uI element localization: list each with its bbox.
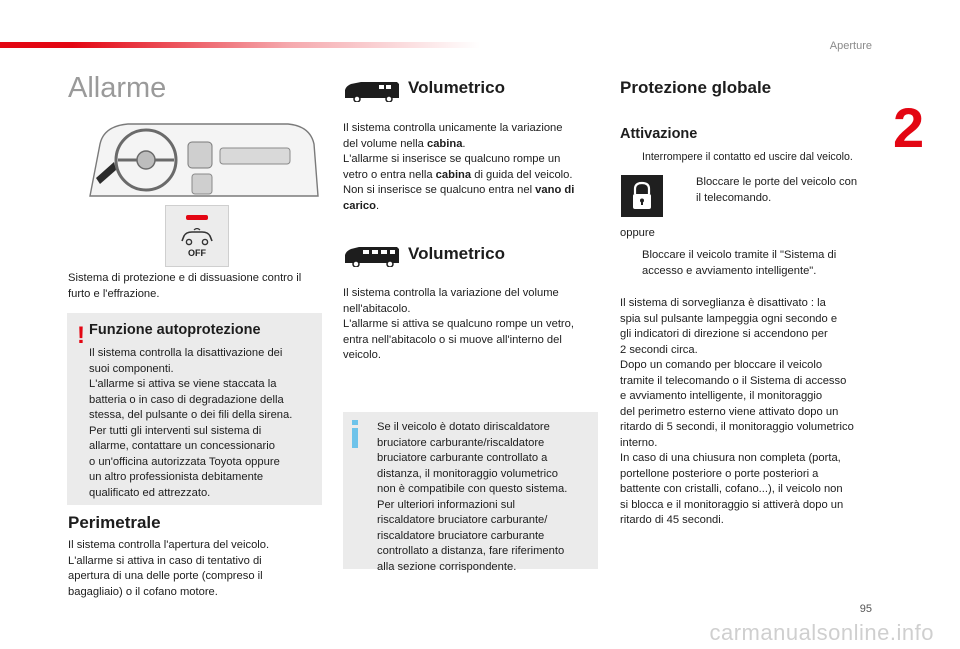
step-1-text: Interrompere il contatto ed uscire dal veicolo. — [642, 151, 853, 163]
step-3-text — [642, 248, 882, 279]
text-line: L'allarme si attiva se qualcuno rompe un vetro, — [343, 318, 574, 330]
text-span: di guida del veicolo. — [471, 168, 573, 181]
volumetrico-heading-1: Volumetrico — [408, 78, 505, 97]
text-line: riscaldatore bruciatore carburante — [377, 529, 545, 542]
attivazione-heading: Attivazione — [620, 126, 698, 142]
warning-text — [89, 346, 292, 501]
text-line: il telecomando. — [696, 191, 772, 204]
page-title: Allarme — [68, 72, 167, 104]
text-line: si blocca e il monitoraggio si attiverà dopo un — [620, 498, 844, 511]
text-line: Sistema di protezione e di dissuasione contro il — [68, 272, 302, 284]
text-line: tramite il telecomando o il Sistema di accesso — [620, 374, 847, 387]
text-line: battente con cristalli, cofano...), il veicolo non — [620, 483, 843, 495]
text-line: Il sistema controlla l'apertura del veicolo. — [68, 539, 270, 551]
watermark: carmanualsonline.info — [709, 620, 934, 645]
text-line — [343, 168, 574, 184]
text-line: e avviamento intelligente, il monitoraggio — [620, 390, 823, 402]
text-line: o un'officina autorizzata Toyota oppure — [89, 455, 280, 468]
bold-word: carico — [343, 199, 376, 212]
text-line: allarme, contattare un concessionario — [89, 440, 275, 452]
text-line: Dopo un comando per bloccare il veicolo — [620, 359, 823, 371]
text-line: apertura di una delle porte (compreso il — [68, 570, 263, 582]
text-line: controllato a distanza, fare riferimento — [377, 545, 565, 557]
text-line: L'allarme si inserisce se qualcuno rompe un — [343, 153, 561, 165]
van-long-icon — [343, 245, 401, 267]
perimetrale-heading: Perimetrale — [68, 513, 161, 532]
text-line: Bloccare il veicolo tramite il "Sistema di — [642, 249, 837, 261]
text-line: interno. — [620, 436, 658, 449]
text-line: 2 secondi circa. — [620, 343, 698, 356]
text-line: Il sistema controlla la variazione del volume — [343, 287, 559, 299]
text-line: distanza, il monitoraggio volumetrico — [377, 467, 558, 480]
text-line: riscaldatore bruciatore carburante/ — [377, 514, 548, 526]
text-line: del perimetro esterno viene attivato dopo un — [620, 405, 839, 418]
step-2-text — [696, 175, 896, 206]
alarm-off-button-icon — [165, 205, 229, 267]
text-span: vetro o entra nella — [343, 168, 436, 181]
text-span: Non si inserisce se qualcuno entra nel — [343, 184, 536, 196]
text-span: . — [375, 199, 380, 212]
text-line — [343, 183, 574, 199]
text-line: furto e l'effrazione. — [68, 287, 160, 300]
bold-word: cabina — [426, 137, 463, 150]
text-line: qualificato ed attrezzato. — [89, 486, 211, 499]
text-line: suoi componenti. — [89, 362, 174, 375]
perimetrale-text — [68, 538, 269, 600]
text-line: portellone posteriore o porte posteriori a — [620, 467, 819, 480]
dashboard-illustration — [88, 118, 320, 202]
volumetrico-text-2 — [343, 286, 574, 364]
text-span: . — [462, 137, 466, 150]
text-line — [343, 137, 574, 153]
van-short-icon — [343, 80, 401, 102]
alarm-intro — [68, 271, 301, 302]
text-line: stessa, del pulsante o dei fili della sirena. — [89, 409, 293, 421]
text-line: veicolo. — [343, 349, 381, 361]
text-line: non è compatibile con questo sistema. — [377, 483, 568, 495]
text-line — [343, 199, 574, 215]
text-line: nell'abitacolo. — [343, 302, 411, 315]
bold-word: cabina — [435, 168, 472, 181]
oppure-label: oppure — [620, 227, 655, 239]
text-line: Se il veicolo è dotato diriscaldatore — [377, 421, 550, 433]
text-line: bagagliaio) o il cofano motore. — [68, 585, 218, 598]
text-line: In caso di una chiusura non completa (porta, — [620, 452, 841, 464]
warning-icon: ! — [77, 322, 85, 349]
text-line: alla sezione corrispondente. — [377, 560, 517, 573]
text-line: un altro professionista debitamente — [89, 471, 264, 483]
car-icon — [178, 228, 216, 246]
text-line: entra nell'abitacolo o si muove all'interno del — [343, 333, 562, 346]
text-line: batteria o in caso di degradazione della — [89, 393, 284, 406]
chapter-number: 2 — [893, 96, 925, 159]
page-number: 95 — [859, 603, 872, 615]
text-line: Bloccare le porte del veicolo con — [696, 176, 858, 188]
text-span: del volume nella — [343, 137, 427, 150]
text-line: Per ulteriori informazioni sul — [377, 498, 516, 511]
text-line: Il sistema controlla la disattivazione dei — [89, 347, 283, 359]
section-label: Aperture — [829, 40, 872, 52]
bold-word: vano di — [535, 184, 575, 196]
text-line: Per tutti gli interventi sul sistema di — [89, 424, 262, 437]
text-line: L'allarme si attiva in caso di tentativo di — [68, 554, 262, 567]
volumetrico-heading-2: Volumetrico — [408, 244, 505, 263]
text-line: accesso e avviamento intelligente". — [642, 264, 817, 277]
lock-icon — [621, 175, 663, 217]
text-line: bruciatore carburante controllato a — [377, 452, 548, 464]
protezione-globale-heading: Protezione globale — [620, 78, 772, 97]
text-line: bruciatore carburante/riscaldatore — [377, 436, 545, 449]
warning-title: Funzione autoprotezione — [89, 322, 261, 338]
off-label: OFF — [188, 248, 206, 258]
info-text — [377, 420, 567, 575]
text-line: gli indicatori di direzione si accendono per — [620, 328, 828, 340]
info-icon — [352, 420, 358, 448]
top-accent-bar — [0, 42, 480, 48]
text-line: Il sistema controlla unicamente la variazione — [343, 122, 563, 134]
text-line: spia sul pulsante lampeggia ogni secondo e — [620, 312, 838, 325]
text-line: ritardo di 5 secondi, il monitoraggio volumetrico — [620, 421, 854, 433]
protezione-body — [620, 296, 854, 529]
text-line: Il sistema di sorveglianza è disattivato : la — [620, 297, 826, 309]
text-line: L'allarme si attiva se viene staccata la — [89, 378, 277, 390]
volumetrico-text-1 — [343, 121, 574, 214]
text-line: ritardo di 45 secondi. — [620, 514, 724, 526]
